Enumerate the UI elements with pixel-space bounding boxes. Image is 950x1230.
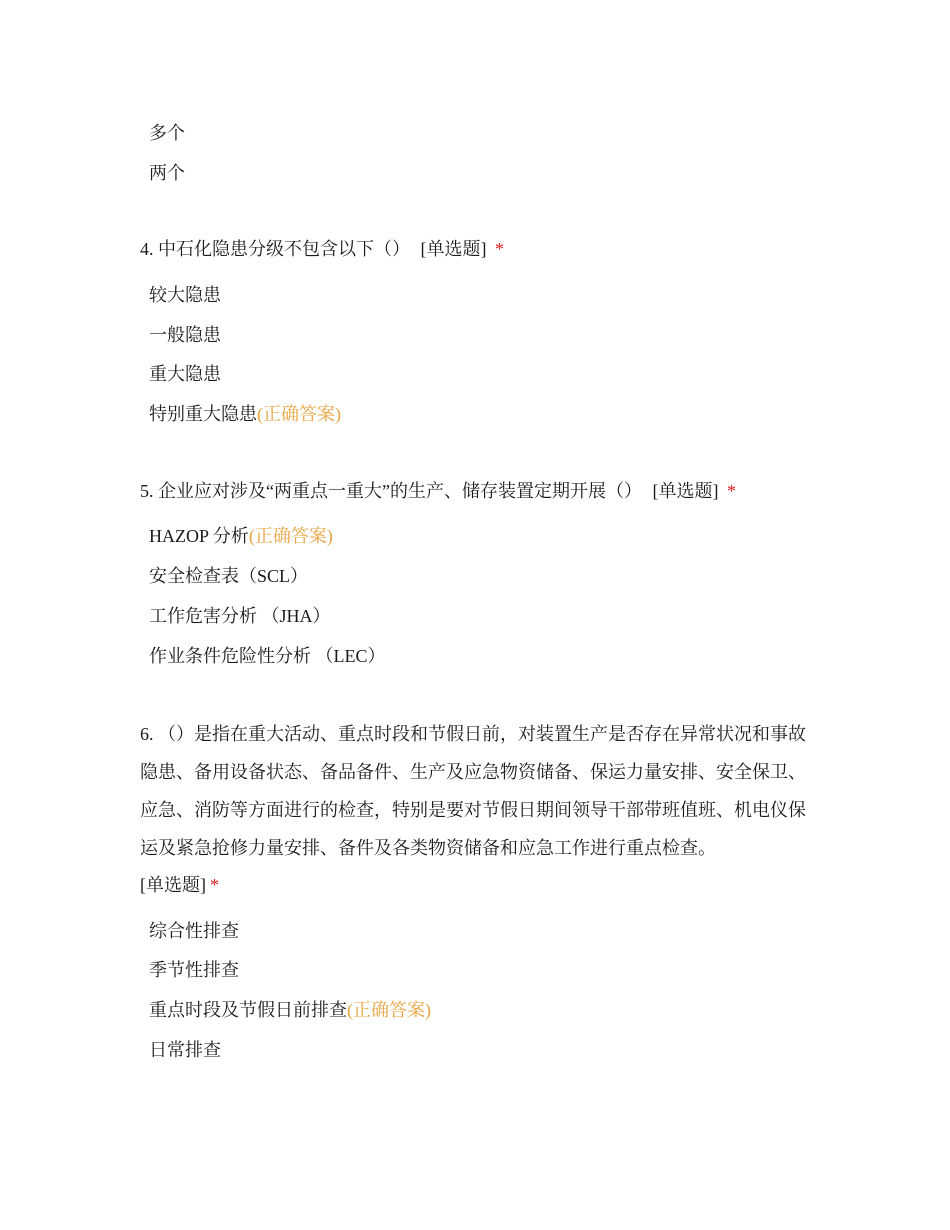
q6-option-2[interactable] (149, 958, 239, 982)
question-number: 5. (140, 481, 154, 501)
option-label: 多个 (149, 123, 185, 143)
q4-option-2[interactable] (149, 323, 221, 347)
required-star: * (210, 875, 219, 895)
q6-option-4[interactable] (149, 1038, 221, 1062)
q5-option-1[interactable] (149, 524, 333, 548)
question-type: [单选题] (652, 481, 719, 501)
q6-option-3[interactable] (149, 998, 431, 1022)
option-label: 综合性排查 (149, 921, 239, 941)
option-label: 特别重大隐患 (149, 404, 257, 424)
option-label: 安全检查表（SCL） (149, 566, 309, 586)
required-star: * (726, 481, 736, 501)
correct-answer-tag: (正确答案) (347, 1000, 431, 1020)
q4-title (140, 237, 504, 261)
q6-option-1[interactable] (149, 919, 239, 943)
q4-option-3[interactable] (149, 362, 221, 386)
option-label: 重点时段及节假日前排查 (149, 1000, 347, 1020)
question-number: 4. (140, 239, 154, 259)
q5-option-2[interactable] (149, 564, 308, 588)
q3-option-1[interactable] (149, 121, 185, 145)
question-type: [单选题] (140, 875, 206, 895)
question-text: （）是指在重大活动、重点时段和节假日前，对装置生产是否存在异常状况和事故隐患、备用设备状态、备品备件、生产及应急物资储备、保运力量安排、安全保卫、应急、消防等方面进行的检查，特别是要对节假日期间领导干部带班值班、机电仪保运及紧急抢修力量安排、备件及各类物资储备和应急工作进行重点检查。 (140, 724, 806, 858)
question-number: 6. (140, 724, 154, 744)
option-label: 较大隐患 (149, 285, 221, 305)
option-label: 一般隐患 (149, 325, 221, 345)
q4-option-1[interactable] (149, 283, 221, 307)
option-label: 重大隐患 (149, 364, 221, 384)
q5-option-3[interactable] (149, 604, 331, 628)
option-label: 季节性排查 (149, 960, 239, 980)
option-label: 日常排查 (149, 1040, 221, 1060)
question-text: 中石化隐患分级不包含以下（） (158, 239, 410, 259)
q5-title (140, 479, 736, 503)
question-text: 企业应对涉及“两重点一重大”的生产、储存装置定期开展（） (158, 481, 642, 501)
option-label: HAZOP 分析 (149, 526, 249, 546)
required-star: * (495, 239, 504, 259)
correct-answer-tag: (正确答案) (257, 404, 341, 424)
q4-option-4[interactable] (149, 402, 341, 426)
correct-answer-tag: (正确答案) (248, 526, 333, 546)
q3-option-2[interactable] (149, 161, 185, 185)
question-type: [单选题] (420, 239, 487, 259)
option-label: 工作危害分析 （JHA） (149, 606, 331, 626)
q6-title (140, 715, 815, 867)
q6-type-line (140, 873, 219, 897)
q5-option-4[interactable] (149, 644, 386, 668)
option-label: 作业条件危险性分析 （LEC） (149, 646, 386, 666)
option-label: 两个 (149, 163, 185, 183)
